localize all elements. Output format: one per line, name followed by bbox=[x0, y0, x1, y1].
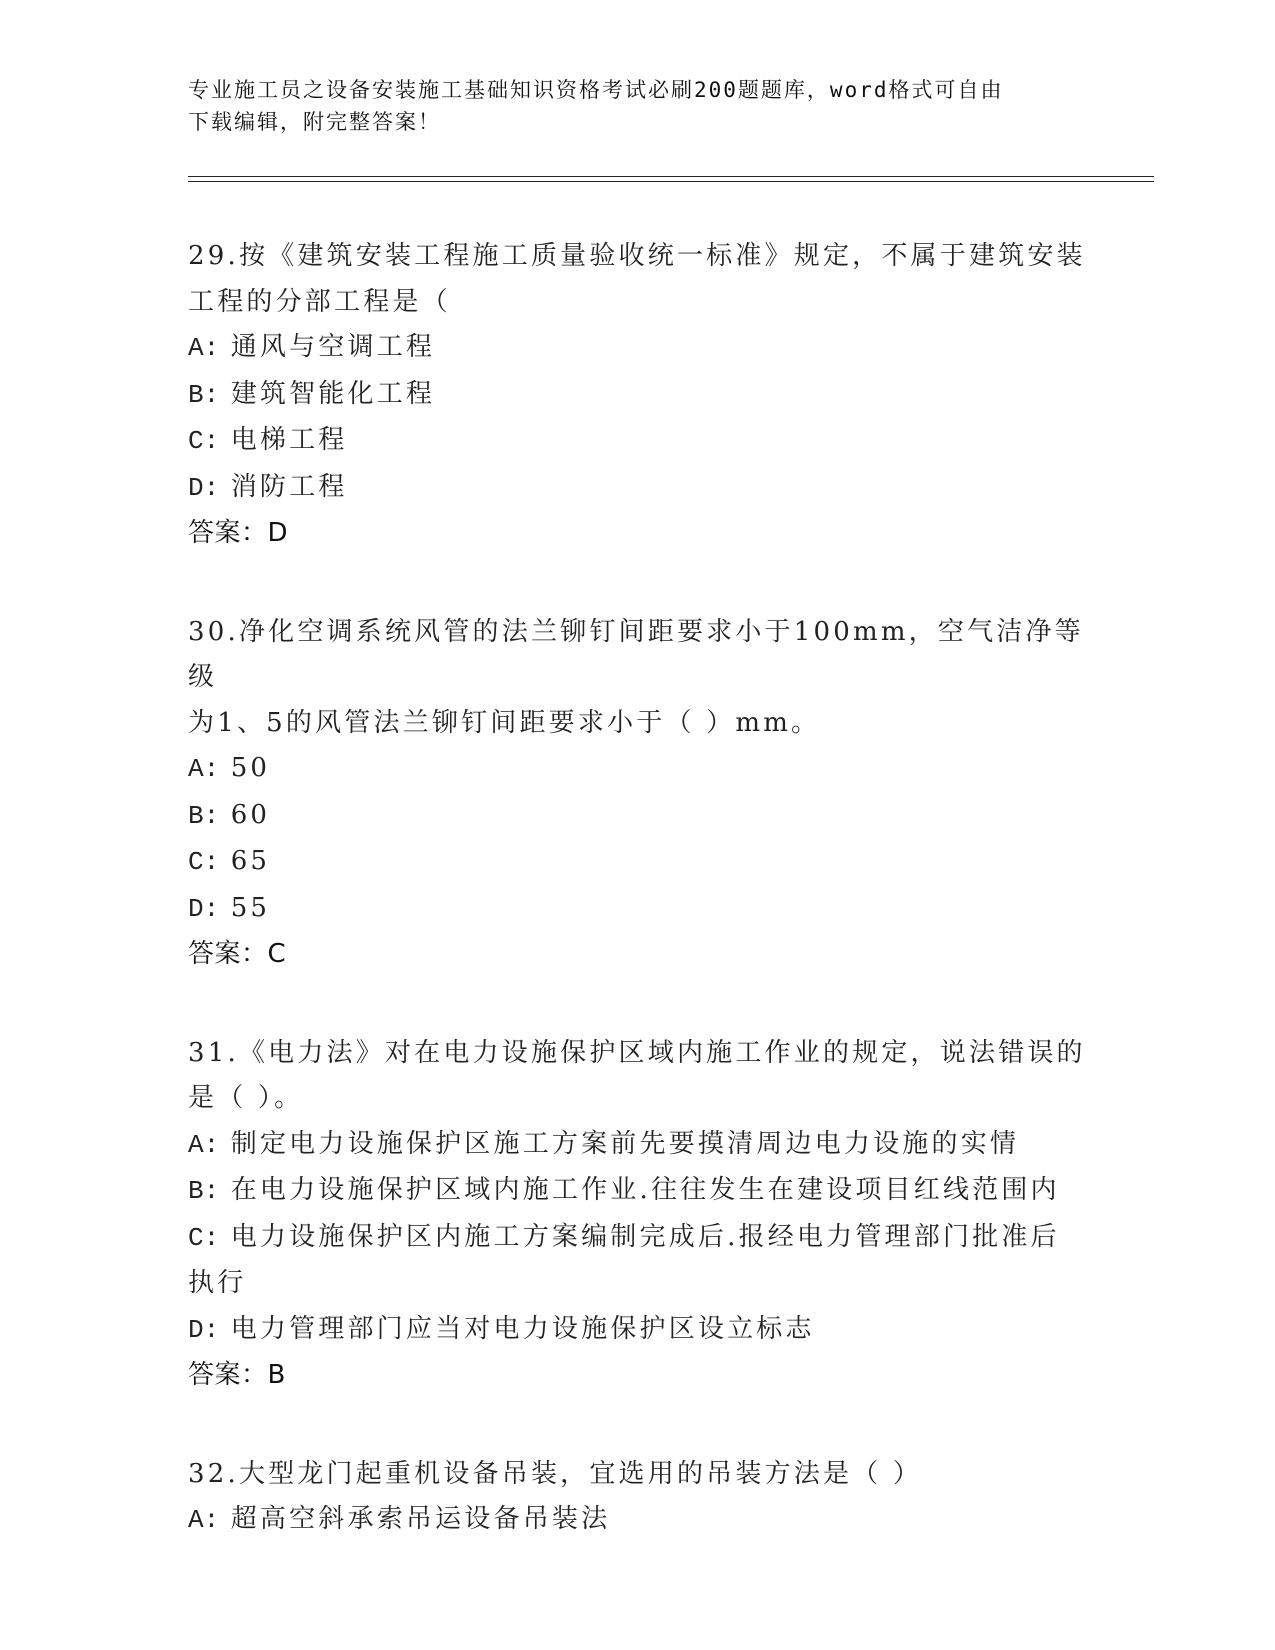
answer-option bbox=[188, 1307, 1088, 1354]
question-text: 29.按《建筑安装工程施工质量验收统一标准》规定，不属于建筑安装 bbox=[188, 241, 1086, 271]
option-letter: C: bbox=[188, 1222, 220, 1253]
option-letter: A: bbox=[188, 1129, 220, 1160]
document-header bbox=[188, 74, 1068, 138]
option-text: 超高空斜承索吊运设备吊装法 bbox=[230, 1504, 611, 1534]
answer-option bbox=[188, 839, 1088, 886]
answer-line: 答案：D bbox=[188, 518, 289, 548]
header-line-2: 下载编辑，附完整答案！ bbox=[188, 110, 441, 134]
answer-option bbox=[188, 1122, 1088, 1169]
question-text: 是（ ）。 bbox=[188, 1083, 304, 1113]
option-letter: A: bbox=[188, 1505, 220, 1535]
question-text: 为1、5的风管法兰铆钉间距要求小于（ ）mm。 bbox=[188, 707, 821, 738]
option-text: 50 bbox=[230, 753, 271, 783]
question-text: 31.《电力法》对在电力设施保护区域内施工作业的规定，说法错误的 bbox=[188, 1037, 1086, 1068]
option-letter: C: bbox=[188, 426, 220, 456]
option-text: 建筑智能化工程 bbox=[230, 378, 436, 409]
question-list bbox=[188, 234, 1088, 1597]
option-letter: D: bbox=[188, 893, 220, 924]
answer-option bbox=[188, 372, 1088, 419]
option-letter: B: bbox=[188, 1176, 220, 1206]
answer-option bbox=[188, 1497, 1088, 1544]
option-letter: B: bbox=[188, 379, 220, 410]
answer-line: 答案：C bbox=[188, 939, 287, 969]
option-text: 通风与空调工程 bbox=[230, 332, 436, 362]
option-letter: D: bbox=[188, 1314, 220, 1345]
option-text: 65 bbox=[230, 846, 271, 876]
option-letter: A: bbox=[188, 333, 220, 363]
option-letter: A: bbox=[188, 754, 220, 784]
question-text: 30.净化空调系统风管的法兰铆钉间距要求小于100mm，空气洁净等级 bbox=[188, 616, 1084, 692]
option-text: 60 bbox=[230, 799, 271, 830]
question-block bbox=[188, 610, 1088, 978]
header-rule-top bbox=[188, 176, 1154, 177]
header-rule-bottom bbox=[188, 181, 1154, 182]
answer-option bbox=[188, 325, 1088, 372]
answer-option bbox=[188, 1215, 1088, 1262]
option-text: 55 bbox=[230, 892, 271, 923]
option-text: 电力设施保护区内施工方案编制完成后.报经电力管理部门批准后 bbox=[230, 1221, 1060, 1252]
option-text: 电梯工程 bbox=[230, 425, 348, 455]
option-text-continuation: 执行 bbox=[188, 1268, 247, 1298]
option-text: 在电力设施保护区域内施工作业.往往发生在建设项目红线范围内 bbox=[230, 1175, 1060, 1205]
option-letter: C: bbox=[188, 847, 220, 877]
answer-option bbox=[188, 465, 1088, 512]
answer-option bbox=[188, 746, 1088, 793]
question-block bbox=[188, 1031, 1088, 1399]
option-text: 电力管理部门应当对电力设施保护区设立标志 bbox=[230, 1313, 815, 1344]
option-text: 制定电力设施保护区施工方案前先要摸清周边电力设施的实情 bbox=[230, 1128, 1020, 1159]
question-text: 32.大型龙门起重机设备吊装，宜选用的吊装方法是（ ） bbox=[188, 1458, 923, 1489]
answer-option bbox=[188, 886, 1088, 933]
header-line-1: 专业施工员之设备安装施工基础知识资格考试必刷200题题库，word格式可自由 bbox=[188, 78, 1004, 102]
option-letter: D: bbox=[188, 472, 220, 503]
question-text: 工程的分部工程是（ bbox=[188, 286, 451, 317]
answer-option bbox=[188, 1168, 1088, 1215]
answer-option bbox=[188, 418, 1088, 465]
question-block bbox=[188, 1452, 1088, 1544]
question-block bbox=[188, 234, 1088, 557]
option-letter: B: bbox=[188, 800, 220, 831]
answer-option bbox=[188, 793, 1088, 840]
answer-line: 答案：B bbox=[188, 1360, 286, 1390]
option-text: 消防工程 bbox=[230, 471, 348, 502]
